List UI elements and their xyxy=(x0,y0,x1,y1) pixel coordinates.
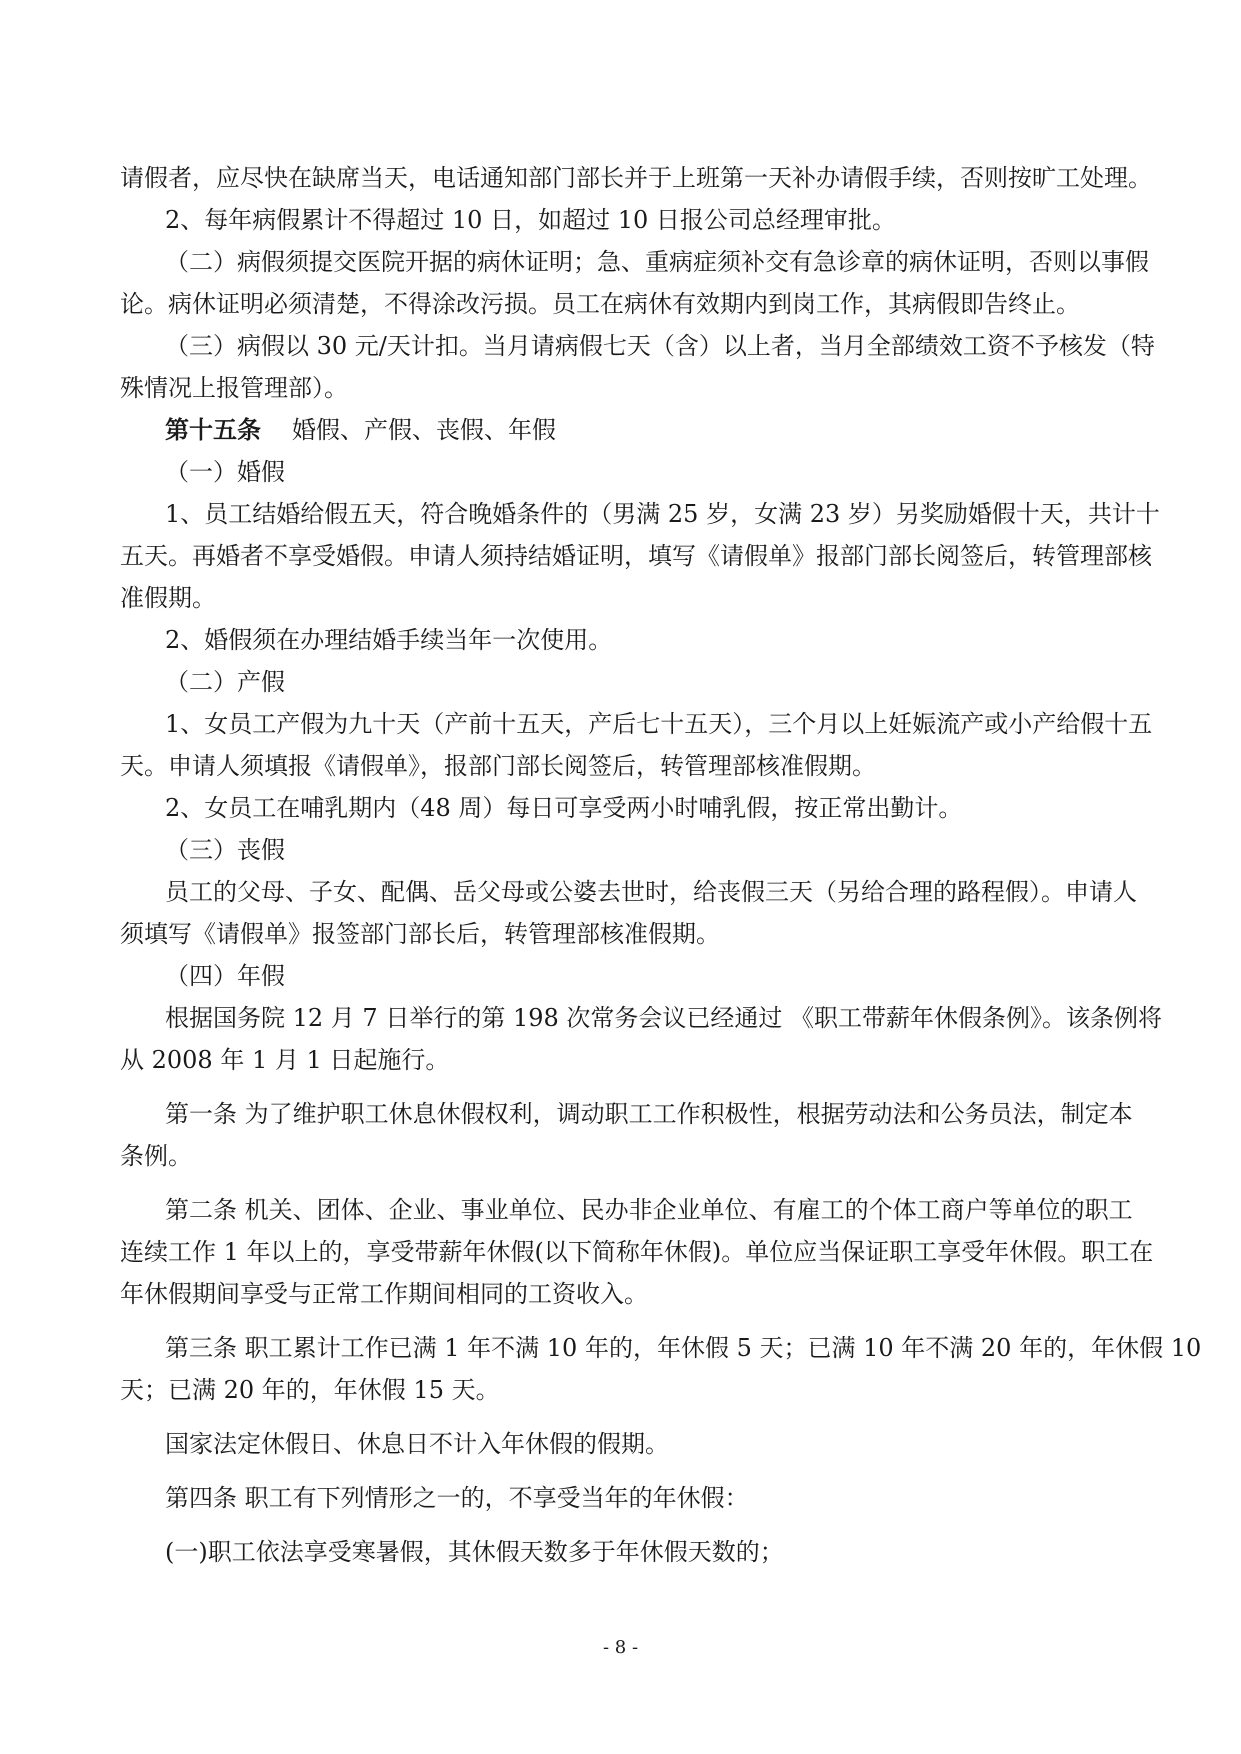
text-line: 1、女员工产假为九十天（产前十五天，产后七十五天），三个月以上妊娠流产或小产给假十五 xyxy=(165,710,1153,738)
text-line: 第一条 为了维护职工休息休假权利，调动职工工作积极性，根据劳动法和公务员法，制定本 xyxy=(165,1100,1133,1128)
text-line: 从 2008 年 1 月 1 日起施行。 xyxy=(120,1046,450,1074)
text-line: 请假者，应尽快在缺席当天，电话通知部门部长并于上班第一天补办请假手续，否则按旷工处理。 xyxy=(120,164,1152,192)
section-heading: （二）产假 xyxy=(165,668,285,696)
text-line: 年休假期间享受与正常工作期间相同的工资收入。 xyxy=(120,1280,648,1308)
text-line: 2、女员工在哺乳期内（48 周）每日可享受两小时哺乳假，按正常出勤计。 xyxy=(165,794,963,822)
text-line: 员工的父母、子女、配偶、岳父母或公婆去世时，给丧假三天（另给合理的路程假）。申请人 xyxy=(165,878,1137,906)
text-line: 第四条 职工有下列情形之一的，不享受当年的年休假： xyxy=(165,1484,749,1512)
article-heading: 第十五条 xyxy=(165,415,261,444)
section-heading: （三）丧假 xyxy=(165,836,285,864)
text-line: 准假期。 xyxy=(120,584,216,612)
section-heading: （一）婚假 xyxy=(165,458,285,486)
text-line: 国家法定休假日、休息日不计入年休假的假期。 xyxy=(165,1430,669,1458)
text-line: 条例。 xyxy=(120,1142,192,1170)
page-number: - 8 - xyxy=(602,1637,639,1658)
article-title: 婚假、产假、丧假、年假 xyxy=(292,416,556,444)
section-heading: （四）年假 xyxy=(165,962,285,990)
text-line: （三）病假以 30 元/天计扣。当月请病假七天（含）以上者，当月全部绩效工资不予核发（特 xyxy=(165,332,1155,360)
text-line: 2、每年病假累计不得超过 10 日，如超过 10 日报公司总经理审批。 xyxy=(165,206,896,234)
text-line: 第二条 机关、团体、企业、事业单位、民办非企业单位、有雇工的个体工商户等单位的职工 xyxy=(165,1196,1133,1224)
text-line: 论。病休证明必须清楚，不得涂改污损。员工在病休有效期内到岗工作，其病假即告终止。 xyxy=(120,290,1080,318)
text-line: (一)职工依法享受寒暑假，其休假天数多于年休假天数的； xyxy=(165,1538,784,1566)
text-line: 1、员工结婚给假五天，符合晚婚条件的（男满 25 岁，女满 23 岁）另奖励婚假十天，共计十 xyxy=(165,500,1160,528)
text-line: 须填写《请假单》报签部门部长后，转管理部核准假期。 xyxy=(120,920,720,948)
text-line: 第三条 职工累计工作已满 1 年不满 10 年的，年休假 5 天；已满 10 年不满 20 年的，年休假 10 xyxy=(165,1334,1202,1362)
text-line: 天。申请人须填报《请假单》，报部门部长阅签后，转管理部核准假期。 xyxy=(120,752,876,780)
text-line: 殊情况上报管理部）。 xyxy=(120,374,348,402)
text-line: 连续工作 1 年以上的，享受带薪年休假(以下简称年休假)。单位应当保证职工享受年休假。职工在 xyxy=(120,1238,1154,1266)
text-line: （二）病假须提交医院开据的病休证明；急、重病症须补交有急诊章的病休证明，否则以事假 xyxy=(165,248,1149,276)
text-line: 根据国务院 12 月 7 日举行的第 198 次常务会议已经通过 《职工带薪年休假条例》。该条例将 xyxy=(165,1004,1163,1032)
text-line: 五天。再婚者不享受婚假。申请人须持结婚证明，填写《请假单》报部门部长阅签后，转管理部核 xyxy=(120,542,1152,570)
text-line: 2、婚假须在办理结婚手续当年一次使用。 xyxy=(165,626,613,654)
text-line: 天；已满 20 年的，年休假 15 天。 xyxy=(120,1376,500,1404)
